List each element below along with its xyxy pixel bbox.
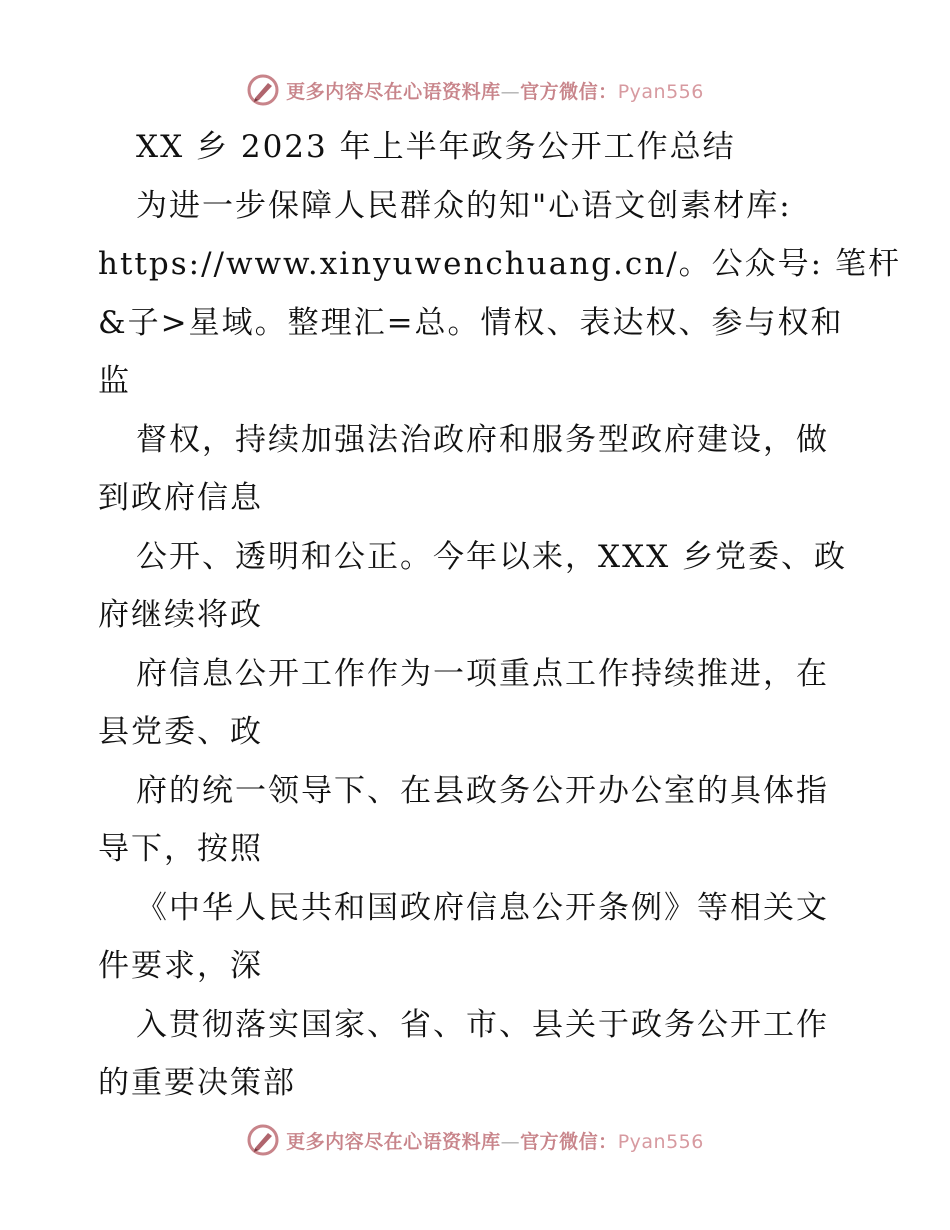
paragraph-line: 监 <box>98 363 131 399</box>
paragraph-line: 公开、透明和公正。今年以来，XXX 乡党委、政 <box>136 538 848 575</box>
watermark-dash: — <box>500 1130 521 1153</box>
paragraph-line: 督权，持续加强法治政府和服务型政府建设，做 <box>136 421 829 458</box>
paragraph-line: 到政府信息 <box>98 480 263 516</box>
paragraph-line: &子>星域。整理汇=总。情权、表达权、参与权和 <box>98 304 844 341</box>
paragraph-line: 《中华人民共和国政府信息公开条例》等相关文 <box>136 889 829 926</box>
pen-logo-icon <box>246 1123 280 1157</box>
paragraph-line: 入贯彻落实国家、省、市、县关于政务公开工作 <box>136 1006 829 1043</box>
watermark-wechat-id: Pyan556 <box>617 1130 704 1153</box>
document-title: XX 乡 2023 年上半年政务公开工作总结 <box>136 129 736 165</box>
footer-watermark <box>0 1120 950 1160</box>
paragraph-line: 府继续将政 <box>98 597 263 633</box>
paragraph-line: 导下，按照 <box>98 831 263 867</box>
paragraph-line: 为进一步保障人民群众的知"心语文创素材库: <box>136 187 792 224</box>
watermark-tail: 官方微信： <box>520 1130 618 1153</box>
watermark-tail: 官方微信： <box>520 80 618 103</box>
document-body <box>98 118 901 1113</box>
watermark-text <box>286 1127 704 1154</box>
watermark-text <box>286 77 704 104</box>
paragraph-line: https://www.xinyuwenchuang.cn/。公众号: 笔杆 <box>98 246 901 282</box>
paragraph-line: 件要求，深 <box>98 948 263 984</box>
paragraph-line: 的重要决策部 <box>98 1065 296 1101</box>
watermark-lead: 更多内容尽在心语资料库 <box>286 80 501 103</box>
watermark-dash: — <box>500 80 521 103</box>
paragraph-line: 府的统一领导下、在县政务公开办公室的具体指 <box>136 772 829 809</box>
watermark-wechat-id: Pyan556 <box>617 80 704 103</box>
pen-logo-icon <box>246 73 280 107</box>
watermark-lead: 更多内容尽在心语资料库 <box>286 1130 501 1153</box>
header-watermark <box>0 70 950 110</box>
paragraph-line: 县党委、政 <box>98 714 263 750</box>
paragraph-line: 府信息公开工作作为一项重点工作持续推进，在 <box>136 655 829 692</box>
